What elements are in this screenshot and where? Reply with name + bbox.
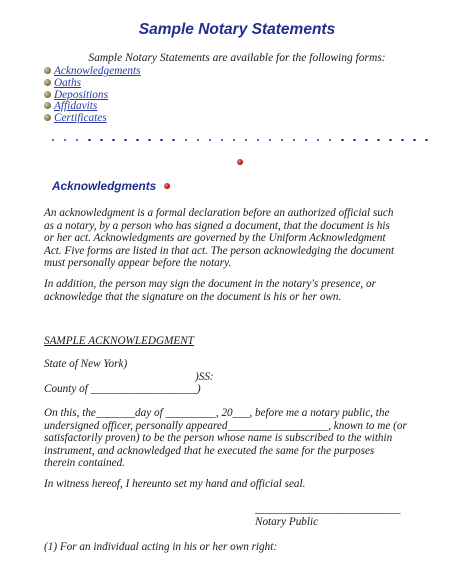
state-line: State of New York) [44,358,128,370]
sample-heading: SAMPLE ACKNOWLEDGMENT [44,335,194,347]
intro-text: Sample Notary Statements are available for the following forms: [88,52,386,64]
link-certificates[interactable]: Certificates [54,112,107,125]
page-title: Sample Notary Statements [138,21,336,38]
forms-list [44,66,141,125]
paragraph-addition: In addition, the person may sign the document in the notary's presence, or acknowledge that the signature on the document is his or her own. [44,278,376,303]
footnote: (1) For an individual acting in his or her own right: [44,541,278,553]
paragraph-definition: An acknowledgment is a formal declaration before an authorized official such as a notary, by a person who has signed a document, that the document is his or her act. Acknowledgments are governed by the Uniform Acknowledgment Act. Five forms are listed in that act. The person acknowledging the document must personally appear before the notary. [44,207,395,270]
bullet-icon [44,67,51,74]
notary-public-label: Notary Public [255,516,319,528]
bullet-icon [44,114,51,121]
red-bullet-icon [237,159,243,165]
section-heading: Acknowledgments [52,179,166,193]
dotted-divider [52,139,428,141]
bullet-icon [44,91,51,98]
link-affidavits[interactable]: Affidavits [54,100,98,113]
county-line: County of ___________________) [44,383,201,395]
red-bullet-icon [164,183,170,189]
link-oaths[interactable]: Oaths [54,76,81,89]
signature-line: __________________________ [255,503,401,515]
link-depositions[interactable]: Depositions [54,88,108,101]
bullet-icon [44,102,51,109]
bullet-icon [44,79,51,86]
witness-line: In witness hereof, I hereunto set my hand and official seal. [44,478,306,490]
ss-line: )SS: [195,371,214,383]
link-acknowledgements[interactable]: Acknowledgements [54,65,141,77]
paragraph-acknowledgment: On this, the_______day of _________, 20___, before me a notary public, the undersigned officer, personally appeared__________________, known to me (or satisfactorily proven) to be the person whose name is subscribed to the within instrument, and acknowledged that he executed the same for the purposes therein contained. [44,407,407,470]
list-item [44,113,141,125]
